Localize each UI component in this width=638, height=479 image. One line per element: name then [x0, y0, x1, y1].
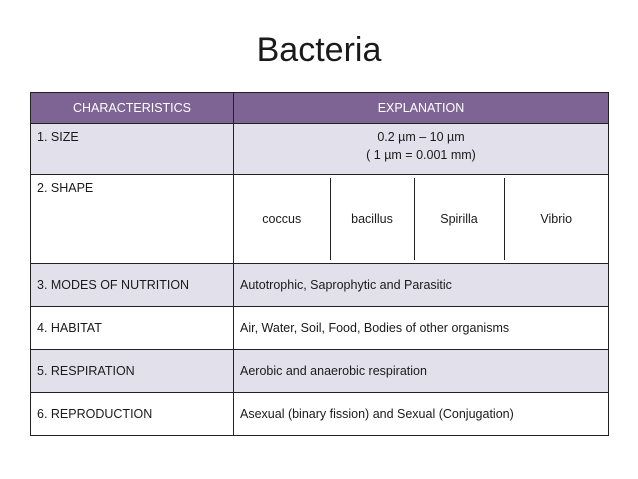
shape-vibrio: Vibrio: [504, 178, 608, 260]
size-conversion: ( 1 µm = 0.001 mm): [366, 148, 476, 162]
shape-spirilla: Spirilla: [414, 178, 504, 260]
reproduction-value: Asexual (binary fission) and Sexual (Conjugation): [234, 393, 609, 436]
size-range: 0.2 µm – 10 µm: [377, 130, 465, 144]
respiration-label: 5. RESPIRATION: [31, 350, 234, 393]
size-value: [234, 124, 609, 175]
header-explanation: EXPLANATION: [234, 93, 609, 124]
table-row-habitat: [31, 307, 609, 350]
nutrition-value: Autotrophic, Saprophytic and Parasitic: [234, 264, 609, 307]
table-header-row: [31, 93, 609, 124]
shape-bacillus: bacillus: [330, 178, 414, 260]
table-row-size: [31, 124, 609, 175]
table-row-nutrition: [31, 264, 609, 307]
shape-values: [234, 175, 609, 264]
header-characteristics: CHARACTERISTICS: [31, 93, 234, 124]
reproduction-label: 6. REPRODUCTION: [31, 393, 234, 436]
respiration-value: Aerobic and anaerobic respiration: [234, 350, 609, 393]
shape-subtable: [234, 178, 608, 260]
characteristics-table: [30, 92, 609, 436]
size-label: 1. SIZE: [31, 124, 234, 175]
habitat-value: Air, Water, Soil, Food, Bodies of other organisms: [234, 307, 609, 350]
table-row-shape: [31, 175, 609, 264]
shape-label: 2. SHAPE: [31, 175, 234, 264]
shape-coccus: coccus: [234, 178, 330, 260]
habitat-label: 4. HABITAT: [31, 307, 234, 350]
page-title: Bacteria: [256, 31, 382, 69]
table-row-reproduction: [31, 393, 609, 436]
table-row-respiration: [31, 350, 609, 393]
nutrition-label: 3. MODES OF NUTRITION: [31, 264, 234, 307]
